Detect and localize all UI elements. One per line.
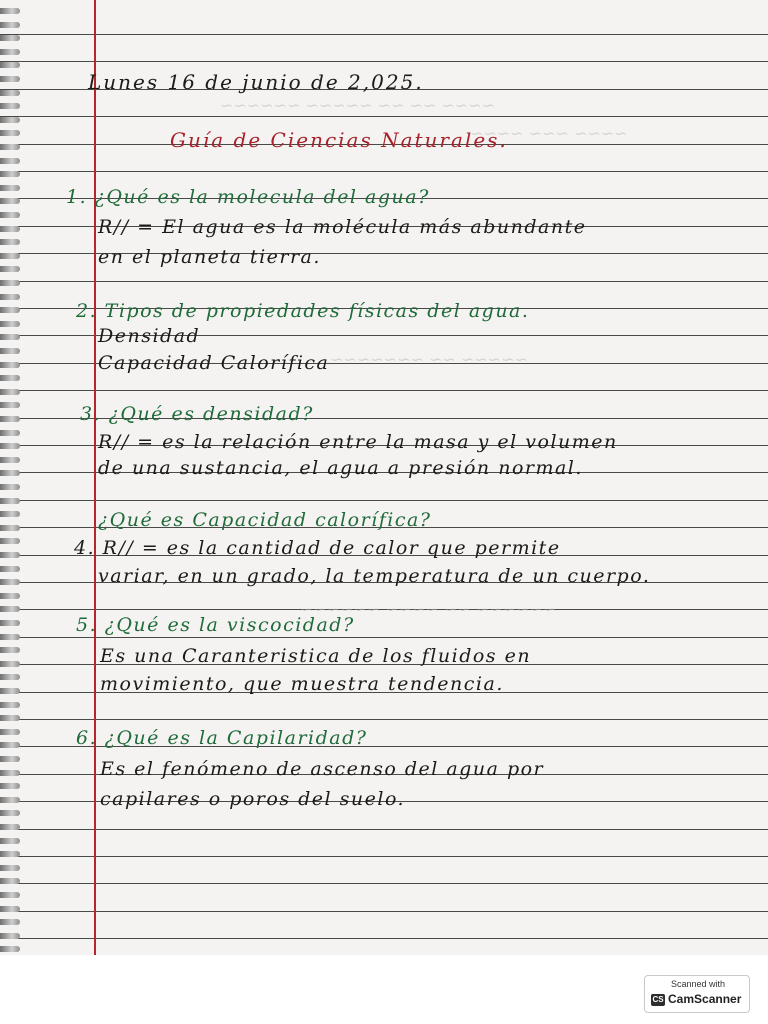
spiral-coil bbox=[0, 634, 20, 640]
spiral-coil bbox=[0, 620, 20, 626]
ruled-line bbox=[0, 883, 768, 884]
spiral-coil bbox=[0, 348, 20, 354]
spiral-coil bbox=[0, 946, 20, 952]
answer-6-line-1: Es el fenómeno de ascenso del agua por bbox=[100, 758, 545, 780]
margin-line bbox=[94, 0, 96, 955]
spiral-coil bbox=[0, 457, 20, 463]
spiral-coil bbox=[0, 8, 20, 14]
spiral-coil bbox=[0, 280, 20, 286]
spiral-coil bbox=[0, 715, 20, 721]
spiral-coil bbox=[0, 525, 20, 531]
spiral-coil bbox=[0, 307, 20, 313]
spiral-coil bbox=[0, 375, 20, 381]
spiral-coil bbox=[0, 212, 20, 218]
answer-5-line-1: Es una Caranteristica de los fluidos en bbox=[100, 645, 532, 667]
answer-6-line-2: capilares o poros del suelo. bbox=[100, 788, 406, 810]
ruled-line bbox=[0, 116, 768, 117]
ruled-line bbox=[0, 500, 768, 501]
spiral-coil bbox=[0, 416, 20, 422]
ruled-line bbox=[0, 938, 768, 939]
spiral-coil bbox=[0, 579, 20, 585]
spiral-coil bbox=[0, 62, 20, 68]
spiral-coil bbox=[0, 647, 20, 653]
ruled-line bbox=[0, 637, 768, 638]
camscanner-watermark bbox=[644, 975, 750, 1013]
spiral-coil bbox=[0, 130, 20, 136]
spiral-coil bbox=[0, 144, 20, 150]
spiral-coil bbox=[0, 185, 20, 191]
spiral-coil bbox=[0, 702, 20, 708]
spiral-coil bbox=[0, 878, 20, 884]
spiral-coil bbox=[0, 688, 20, 694]
spiral-coil bbox=[0, 226, 20, 232]
bleed-through-text: ~~~~~~ ~~ ~~~~ ~~~~~~ bbox=[300, 600, 557, 619]
spiral-coil bbox=[0, 906, 20, 912]
spiral-coil bbox=[0, 824, 20, 830]
ruled-line bbox=[0, 719, 768, 720]
spiral-coil bbox=[0, 566, 20, 572]
spiral-coil bbox=[0, 362, 20, 368]
spiral-coil bbox=[0, 294, 20, 300]
answer-2-line-1: Densidad bbox=[98, 325, 201, 347]
spiral-coil bbox=[0, 266, 20, 272]
spiral-coil bbox=[0, 729, 20, 735]
spiral-coil bbox=[0, 103, 20, 109]
question-4: ¿Qué es Capacidad calorífica? bbox=[98, 509, 432, 531]
date-line: Lunes 16 de junio de 2,025. bbox=[88, 70, 424, 94]
spiral-coil bbox=[0, 674, 20, 680]
answer-2-line-2: Capacidad Calorífica bbox=[98, 352, 330, 374]
spiral-coil bbox=[0, 443, 20, 449]
spiral-coil bbox=[0, 742, 20, 748]
answer-1-line-2: en el planeta tierra. bbox=[98, 246, 321, 268]
watermark-caption: Scanned with bbox=[670, 979, 726, 989]
ruled-line bbox=[0, 390, 768, 391]
spiral-coil bbox=[0, 239, 20, 245]
question-1: 1. ¿Qué es la molecula del agua? bbox=[66, 186, 430, 208]
bleed-through-text: ~~~~~ ~~ ~~~~~~~ bbox=[330, 350, 528, 369]
spiral-coil bbox=[0, 511, 20, 517]
spiral-coil bbox=[0, 892, 20, 898]
spiral-coil bbox=[0, 865, 20, 871]
ruled-line bbox=[0, 34, 768, 35]
spiral-coil bbox=[0, 851, 20, 857]
ruled-line bbox=[0, 171, 768, 172]
answer-4-line-1: 4. R// = es la cantidad de calor que permite bbox=[74, 537, 561, 559]
watermark-brand: CamScanner bbox=[668, 992, 742, 1006]
page-title: Guía de Ciencias Naturales. bbox=[170, 128, 508, 152]
camscanner-logo-icon: CS bbox=[652, 995, 664, 1004]
spiral-coil bbox=[0, 470, 20, 476]
spiral-coil bbox=[0, 334, 20, 340]
ruled-line bbox=[0, 61, 768, 62]
spiral-coil bbox=[0, 76, 20, 82]
answer-3-line-1: R// = es la relación entre la masa y el volumen bbox=[98, 431, 618, 453]
spiral-coil bbox=[0, 606, 20, 612]
spiral-coil bbox=[0, 770, 20, 776]
answer-3-line-2: de una sustancia, el agua a presión normal. bbox=[98, 457, 583, 479]
spiral-coil bbox=[0, 484, 20, 490]
spiral-coil bbox=[0, 158, 20, 164]
ruled-line bbox=[0, 829, 768, 830]
spiral-coil bbox=[0, 22, 20, 28]
ruled-line bbox=[0, 911, 768, 912]
spiral-coil bbox=[0, 498, 20, 504]
spiral-coil bbox=[0, 933, 20, 939]
spiral-coil bbox=[0, 783, 20, 789]
spiral-coil bbox=[0, 198, 20, 204]
spiral-coil bbox=[0, 661, 20, 667]
answer-5-line-2: movimiento, que muestra tendencia. bbox=[100, 673, 504, 695]
spiral-coil bbox=[0, 402, 20, 408]
spiral-binding bbox=[0, 0, 22, 955]
spiral-coil bbox=[0, 321, 20, 327]
spiral-coil bbox=[0, 117, 20, 123]
spiral-coil bbox=[0, 253, 20, 259]
spiral-coil bbox=[0, 810, 20, 816]
ruled-line bbox=[0, 856, 768, 857]
spiral-coil bbox=[0, 593, 20, 599]
spiral-coil bbox=[0, 756, 20, 762]
question-3: 3. ¿Qué es densidad? bbox=[80, 403, 314, 425]
spiral-coil bbox=[0, 430, 20, 436]
bleed-through-text: ~~~~ ~~ ~~ ~~~~~ ~~~~~~ bbox=[220, 96, 496, 115]
spiral-coil bbox=[0, 49, 20, 55]
spiral-coil bbox=[0, 797, 20, 803]
question-2: 2. Tipos de propiedades físicas del agua. bbox=[76, 300, 530, 322]
question-6: 6. ¿Qué es la Capilaridad? bbox=[76, 727, 368, 749]
spiral-coil bbox=[0, 538, 20, 544]
answer-4-line-2: variar, en un grado, la temperatura de un cuerpo. bbox=[98, 565, 651, 587]
spiral-coil bbox=[0, 838, 20, 844]
spiral-coil bbox=[0, 171, 20, 177]
question-5: 5. ¿Qué es la viscocidad? bbox=[76, 614, 355, 636]
ruled-line bbox=[0, 281, 768, 282]
bleed-through-text: ~~~~ ~~~ ~~~~ bbox=[470, 124, 628, 143]
spiral-coil bbox=[0, 389, 20, 395]
spiral-coil bbox=[0, 552, 20, 558]
spiral-coil bbox=[0, 919, 20, 925]
spiral-coil bbox=[0, 35, 20, 41]
spiral-coil bbox=[0, 90, 20, 96]
answer-1-line-1: R// = El agua es la molécula más abundante bbox=[98, 216, 587, 238]
